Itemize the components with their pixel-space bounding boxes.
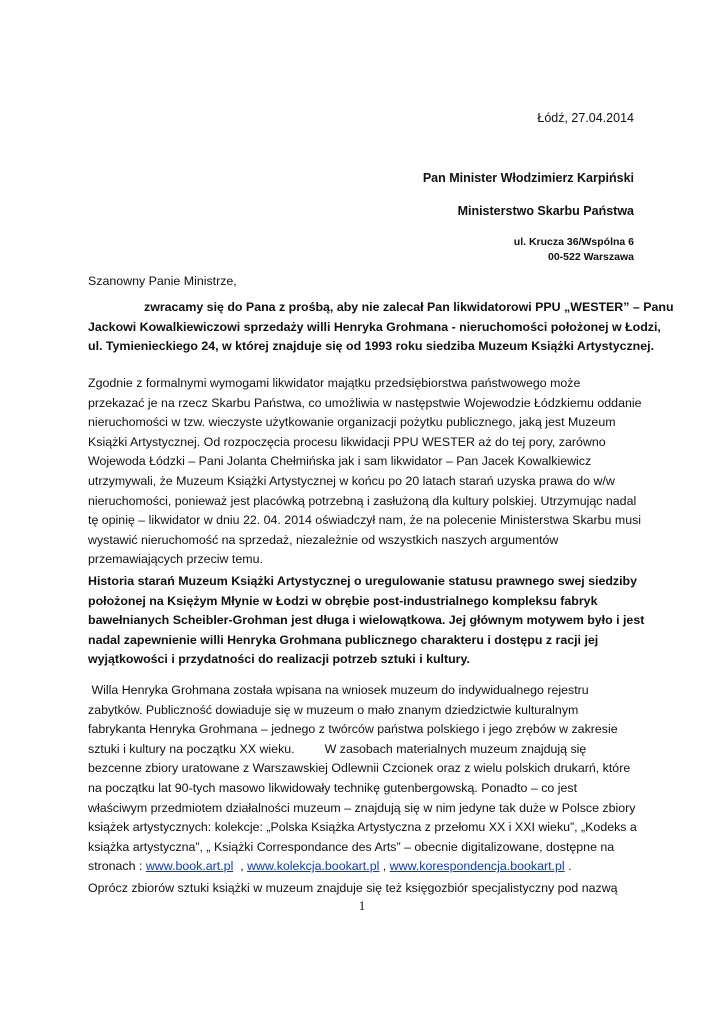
page-number: 1 <box>358 898 366 913</box>
text-line: przekazać je na rzecz Skarbu Państwa, co umożliwia w następstwie Wojewodzie Łódzkiemu oddanie <box>88 395 642 410</box>
recipient-city: 00-522 Warszawa <box>548 251 634 263</box>
text-line: właściwym przedmiotem działalności muzeum – znajdują się w nim jedyne tak duże w Polsce zbiory <box>88 800 636 815</box>
text-line: nadal zapewnienie willi Henryka Grohmana publicznego charakteru i dostępu z racji jej <box>88 632 599 647</box>
salutation: Szanowny Panie Ministrze, <box>88 274 237 288</box>
text-line: bawełnianych Scheibler-Grohman jest długa i wielowątkowa. Jej głównym motywem było i jest <box>88 613 645 628</box>
text-line: Wojewoda Łódzki – Pani Jolanta Chełmińska jak i sam likwidator – Pan Jacek Kowalkiewicz <box>88 454 592 469</box>
text-line: książek artystycznych: kolekcje: „Polska Książka Artystyczna z przełomu XX i XXI wieku”, „Kodeks a <box>88 820 637 835</box>
recipient-name: Pan Minister Włodzimierz Karpiński <box>422 171 634 185</box>
text-line: zabytków. Publiczność dowiaduje się w muzeum o mało znanym dziedzictwie kulturalnym <box>88 702 579 717</box>
text-line: nieruchomości, ponieważ jest placówką potrzebną i zasłużoną dla kultury polskiej. Utrzymując nadal <box>88 493 637 508</box>
link-book-art[interactable]: www.book.art.pl <box>145 859 234 874</box>
text-line: bezcenne zbiory uratowane z Warszawskiej Odlewnii Czcionek oraz z wielu polskich drukarń, które <box>88 761 631 776</box>
text-line: Historia starań Muzeum Książki Artystycznej o uregulowanie statusu prawnego swej siedziby <box>88 574 637 588</box>
text-line: książka artystyczna”, „ Książki Correspondance des Arts” – obecnie digitalizowane, dostępne na <box>88 839 615 854</box>
paragraph-villa-collections <box>88 681 638 877</box>
text-line: Willa Henryka Grohmana została wpisana na wniosek muzeum do indywidualnego rejestru <box>88 683 589 697</box>
text-line: na początku lat 90-tych masowo likwidowały technikę gutenbergowską. Ponadto – co jest <box>88 780 578 795</box>
text-line: tę opinię – likwidator w dniu 22. 04. 2014 oświadczył nam, że na polecenie Ministerstwa Skarbu musi <box>88 513 642 528</box>
recipient-street: ul. Krucza 36/Wspólna 6 <box>513 236 634 248</box>
text-line: wystawić nieruchomość na sprzedaż, niezależnie od wszystkich naszych argumentów <box>88 532 559 547</box>
paragraph-library: Oprócz zbiorów sztuki książki w muzeum znajduje się też księgozbiór specjalistyczny pod nazwą <box>88 881 618 895</box>
recipient-ministry: Ministerstwo Skarbu Państwa <box>457 204 634 218</box>
links-line: stronach : www.book.art.pl , www.kolekcja.bookart.pl , www.korespondencja.bookart.pl . <box>88 859 572 874</box>
text-line: fabrykanta Henryka Grohmana – jednego z twórców państwa polskiego i jego zrębów w zakresie <box>88 722 618 737</box>
letter-date: Łódź, 27.04.2014 <box>537 111 634 125</box>
text-line: wyjątkowości i przydatności do realizacji potrzeb sztuki i kultury. <box>88 652 470 667</box>
link-korespondencja[interactable]: www.korespondencja.bookart.pl <box>389 859 565 874</box>
text-line: Jackowi Kowalkiewiczowi sprzedaży willi Henryka Grohmana - nieruchomości położonej w Łodzi, <box>88 319 661 334</box>
text-line: przemawiających przeciw temu. <box>88 552 263 567</box>
text-line: położonej na Księżym Młynie w Łodzi w obrębie post-industrialnego kompleksu fabryk <box>88 593 598 608</box>
text-line: nieruchomości w tzw. wieczyste użytkowanie organizacji pożytku publicznego, jaką jest Muzeum <box>88 415 616 430</box>
text-line: Książki Artystycznej. Od rozpoczęcia procesu likwidacji PPU WESTER aż do tej pory, zarówno <box>88 434 606 449</box>
text-line: sztuki i kultury na początku XX wieku. W zasobach materialnych muzeum znajdują się <box>88 741 587 756</box>
text-line: ul. Tymienieckiego 24, w której znajduje się od 1993 roku siedziba Muzeum Książki Artystycznej. <box>88 339 655 354</box>
text-line: zwracamy się do Pana z prośbą, aby nie zalecał Pan likwidatorowi PPU „WESTER” – Panu <box>144 300 674 314</box>
paragraph-formal-requirements <box>88 374 642 570</box>
text-line: utrzymywali, że Muzeum Książki Artystycznej w końcu po 20 latach starań uzyska prawa do w/w <box>88 473 615 488</box>
paragraph-history <box>88 572 645 670</box>
text-line: Zgodnie z formalnymi wymogami likwidator majątku przedsiębiorstwa państwowego może <box>88 376 581 390</box>
recipient-address <box>514 235 634 265</box>
paragraph-request <box>88 298 674 357</box>
link-kolekcja[interactable]: www.kolekcja.bookart.pl <box>247 859 380 874</box>
